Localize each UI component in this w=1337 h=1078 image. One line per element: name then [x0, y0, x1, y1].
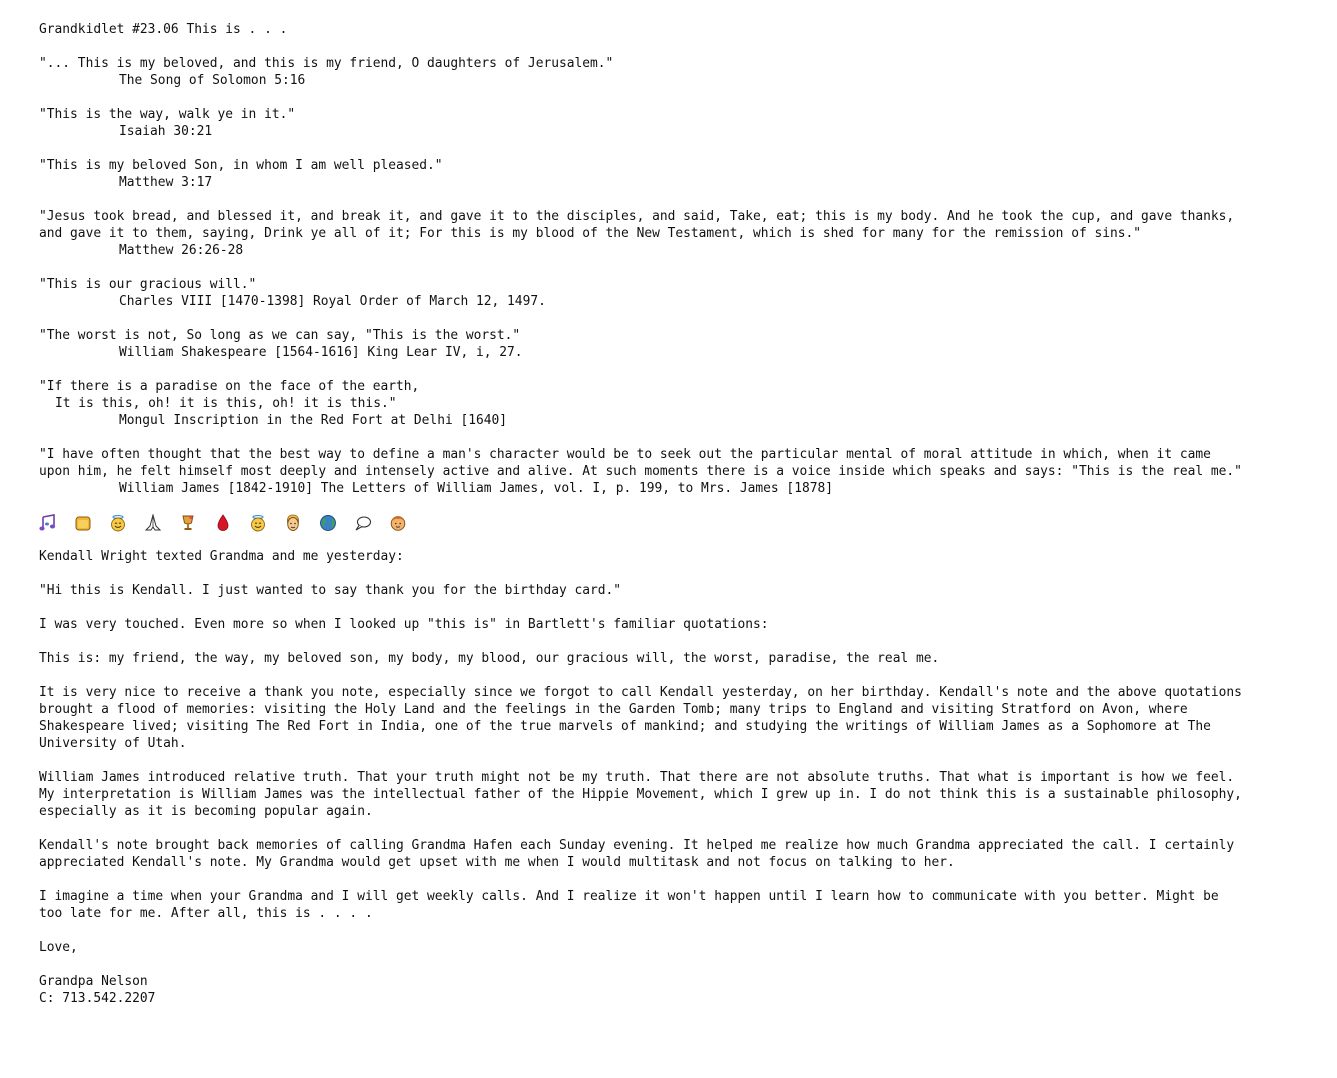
quote-block: [39, 327, 1329, 361]
signature: Grandpa Nelson: [39, 974, 148, 989]
smiling-face-halo-icon: [109, 514, 127, 532]
signature-block: [39, 973, 1329, 1007]
quote-block: [39, 378, 1329, 429]
quote-citation: William James [1842-1910] The Letters of William James, vol. I, p. 199, to Mrs. James [1878]: [119, 481, 833, 496]
paragraph-text: This is: my friend, the way, my beloved son, my body, my blood, our gracious will, the worst, paradise, the real me.: [39, 651, 940, 666]
paragraph-line: appreciated Kendall's note. My Grandma would get upset with me when I would multitask and not focus on talking to her.: [39, 855, 955, 870]
paragraph: [39, 616, 1329, 633]
quote-citation: Matthew 3:17: [119, 175, 213, 190]
paragraph-line: University of Utah.: [39, 736, 187, 751]
paragraph-line: I imagine a time when your Grandma and I will get weekly calls. And I realize it won't happen until I learn how to communicate with you better. Might be: [39, 889, 1219, 904]
quote-text: "... This is my beloved, and this is my friend, O daughters of Jerusalem.": [39, 56, 614, 71]
paragraph: [39, 769, 1329, 820]
quote-citation: Isaiah 30:21: [119, 124, 213, 139]
quote-block: [39, 55, 1329, 89]
praying-hands-icon: [144, 514, 162, 532]
quote-text: upon him, he felt himself most deeply and intensely active and alive. At such moments there is a voice inside which speaks and says: "This is the real me.": [39, 464, 1242, 479]
phone-number: C: 713.542.2207: [39, 991, 156, 1006]
music-notes-icon: [39, 514, 57, 532]
quote-text: "If there is a paradise on the face of the earth,: [39, 379, 420, 394]
quote-text: "This is my beloved Son, in whom I am well pleased.": [39, 158, 443, 173]
paragraph: [39, 582, 1329, 599]
emoji-row: [39, 514, 1329, 531]
paragraph: [39, 837, 1329, 871]
quote-text-indented: It is this, oh! it is this, oh! it is this.": [55, 396, 397, 411]
paragraph-line: Shakespeare lived; visiting The Red Fort in India, one of the true marvels of mankind; and studying the writings of William James as a Sophomore at The: [39, 719, 1211, 734]
paragraph-line: too late for me. After all, this is . . . .: [39, 906, 373, 921]
paragraph-text: "Hi this is Kendall. I just wanted to say thank you for the birthday card.": [39, 583, 622, 598]
person-face-icon: [389, 514, 407, 532]
paragraph-line: It is very nice to receive a thank you note, especially since we forgot to call Kendall yesterday, on her birthday. Kendall's note and the above quotations: [39, 685, 1242, 700]
quote-block: [39, 276, 1329, 310]
smiling-face-halo-icon: [249, 514, 267, 532]
quote-citation: Mongul Inscription in the Red Fort at Delhi [1640]: [119, 413, 508, 428]
quote-text: "Jesus took bread, and blessed it, and break it, and gave it to the disciples, and said, Take, eat; this is my body. And he took the cup, and gave thanks,: [39, 209, 1235, 224]
blood-drop-icon: [214, 514, 232, 532]
quote-text: and gave it to them, saying, Drink ye all of it; For this is my blood of the New Testament, which is shed for many for the remission of sins.": [39, 226, 1142, 241]
quote-citation: William Shakespeare [1564-1616] King Lear IV, i, 27.: [119, 345, 523, 360]
quote-citation: Matthew 26:26-28: [119, 243, 244, 258]
bread-icon: [74, 514, 92, 532]
letter-title-block: [39, 21, 1329, 38]
trophy-cup-icon: [179, 514, 197, 532]
closing: Love,: [39, 940, 78, 955]
quote-text: "I have often thought that the best way to define a man's character would be to seek out the particular mental of moral attitude in which, when it came: [39, 447, 1211, 462]
quote-text: "This is our gracious will.": [39, 277, 257, 292]
letter-title: Grandkidlet #23.06 This is . . .: [39, 22, 288, 37]
paragraph-line: My interpretation is William James was the intellectual father of the Hippie Movement, which I grew up in. I do not think this is a sustainable philosophy,: [39, 787, 1242, 802]
paragraph: [39, 684, 1329, 752]
paragraph-line: William James introduced relative truth. That your truth might not be my truth. That there are not absolute truths. That what is important is how we feel.: [39, 770, 1235, 785]
quote-citation: The Song of Solomon 5:16: [119, 73, 306, 88]
globe-icon: [319, 514, 337, 532]
closing-block: [39, 939, 1329, 956]
quote-block: [39, 106, 1329, 140]
quote-block: [39, 157, 1329, 191]
man-icon: [284, 514, 302, 532]
quote-citation: Charles VIII [1470-1398] Royal Order of March 12, 1497.: [119, 294, 546, 309]
speech-bubble-icon: [354, 514, 372, 532]
paragraph: [39, 548, 1329, 565]
paragraph-line: Kendall's note brought back memories of calling Grandma Hafen each Sunday evening. It helped me realize how much Grandma appreciated the call. I certainly: [39, 838, 1235, 853]
paragraph: [39, 650, 1329, 667]
quote-text: "The worst is not, So long as we can say, "This is the worst.": [39, 328, 521, 343]
paragraph-line: brought a flood of memories: visiting the Holy Land and the feelings in the Garden Tomb; many trips to England and visiting Stratford on Avon, where: [39, 702, 1188, 717]
quote-block: [39, 446, 1329, 497]
quote-text: "This is the way, walk ye in it.": [39, 107, 296, 122]
quote-block: [39, 208, 1329, 259]
paragraph-line: especially as it is becoming popular again.: [39, 804, 373, 819]
paragraph-text: Kendall Wright texted Grandma and me yesterday:: [39, 549, 404, 564]
paragraph: [39, 888, 1329, 922]
letter-document: [39, 21, 1329, 1024]
paragraph-text: I was very touched. Even more so when I looked up "this is" in Bartlett's familiar quotations:: [39, 617, 769, 632]
